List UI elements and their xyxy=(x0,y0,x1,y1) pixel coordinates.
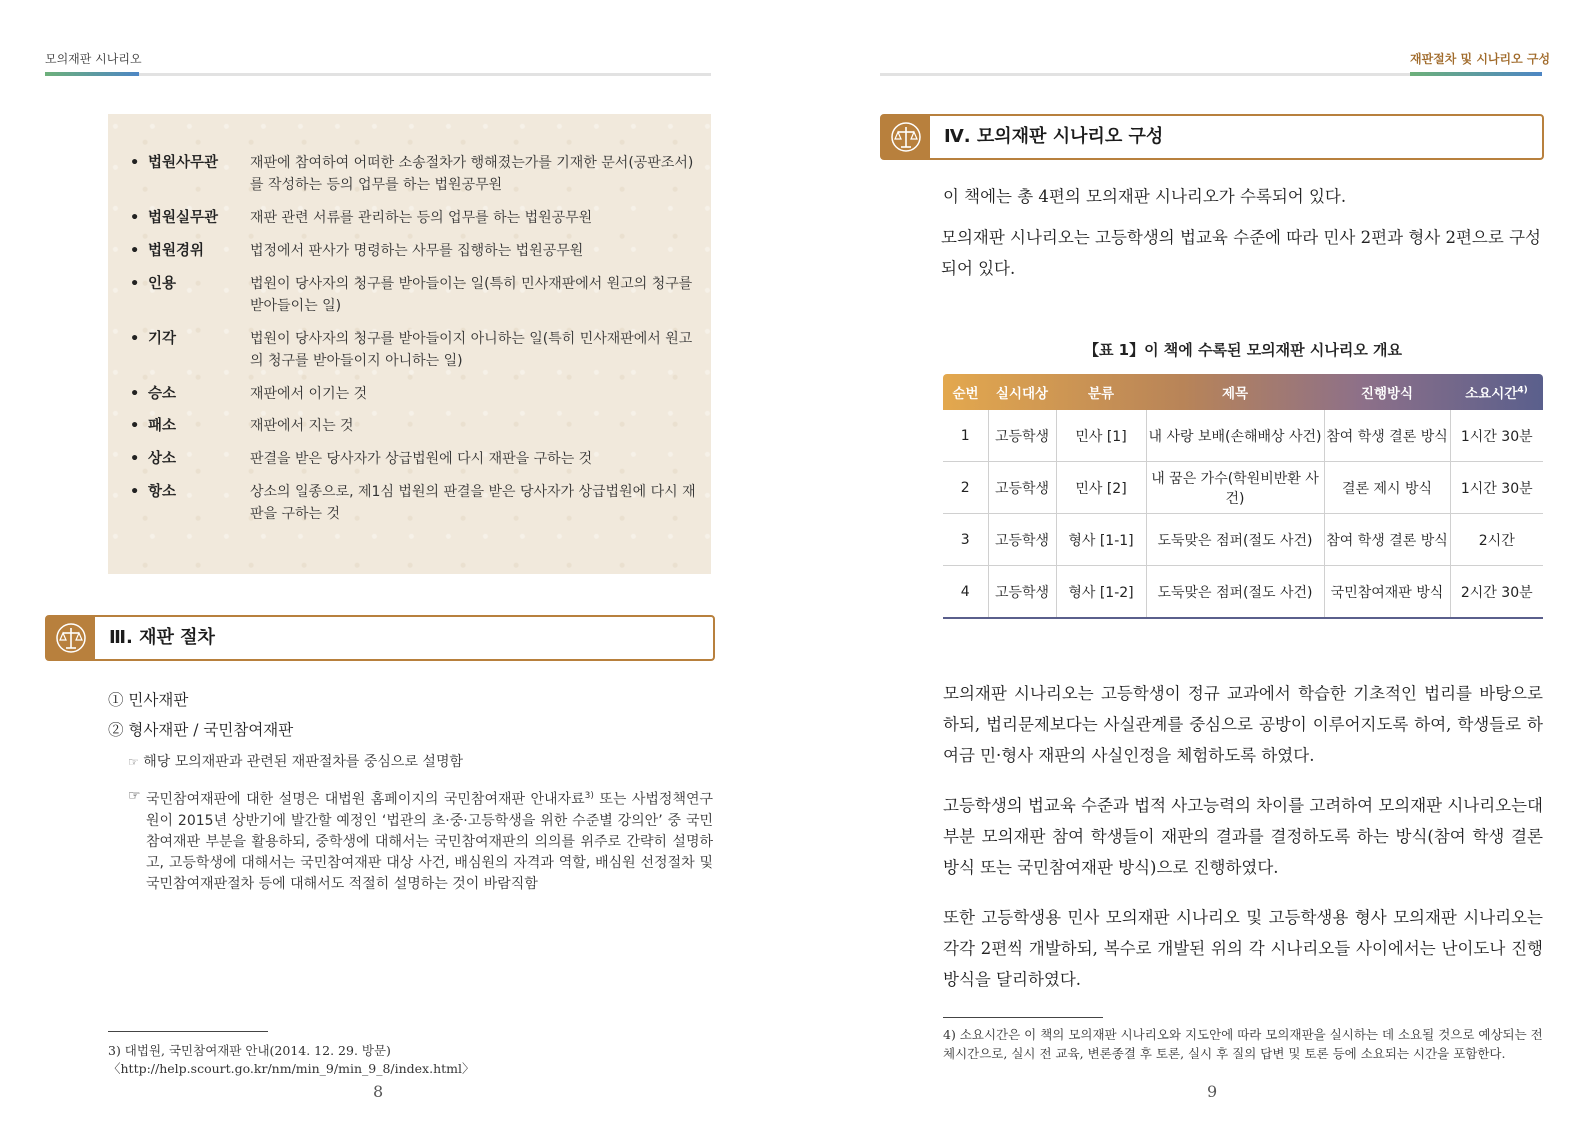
glossary-term: 기각 xyxy=(148,331,177,347)
table-header: 소요시간$^{4)}$ xyxy=(1465,385,1528,402)
table-cell: 민사 [2] xyxy=(1056,462,1146,514)
paragraph: 모의재판 시나리오는 고등학생이 정규 교과에서 학습한 기초적인 법리를 바탕으로 하되, 법리문제보다는 사실관계를 중심으로 공방이 이루어지도록 하여, 학생들로 하여금 민·형사 재판의 사실인정을 체험하도록 하였다. xyxy=(943,684,1543,765)
page-number: 9 xyxy=(1207,1082,1218,1101)
table-header: 제목 xyxy=(1221,386,1249,402)
glossary-definition: 법원이 당사자의 청구를 받아들이지 아니하는 일(특히 민사재판에서 원고의 청구를 받아들이지 아니하는 일) xyxy=(250,331,693,369)
table-cell: 참여 학생 결론 방식 xyxy=(1324,514,1450,566)
paragraph: 고등학생의 법교육 수준과 법적 사고능력의 차이를 고려하여 모의재판 시나리오는대부분 모의재판 참여 학생들이 재판의 결과를 결정하도록 하는 방식(참여 학생 결론 방식 또는 국민참여재판 방식)으로 진행하였다. xyxy=(943,796,1543,877)
table-row xyxy=(943,514,1543,566)
table-header: 진행방식 xyxy=(1360,386,1414,402)
list-item: ① 민사재판 xyxy=(108,691,189,709)
table-header: 순번 xyxy=(952,386,979,402)
footnote-ref[interactable]: 4) xyxy=(1517,385,1528,396)
left-header-accent xyxy=(45,72,139,76)
glossary-term: 항소 xyxy=(148,484,177,500)
table-row xyxy=(943,566,1543,619)
table-cell: 도둑맞은 점퍼(절도 사건) xyxy=(1146,566,1324,619)
left-header-rule xyxy=(45,73,711,76)
glossary-term: 인용 xyxy=(148,276,177,292)
glossary-definition: 재판에서 이기는 것 xyxy=(250,386,368,402)
footnote-rule xyxy=(943,1017,1103,1018)
court-emblem-icon xyxy=(882,116,930,158)
section-header-iii xyxy=(45,615,715,661)
glossary-box: • 법원사무관 재판에 참여하여 어떠한 소송절차가 행해졌는가를 기재한 문서(공판조서)를 작성하는 등의 업무를 하는 법원공무원 • 법원실무관 재판 관련 서류를 관리하는 등의 업무를 하는 법원공무원 • 법원경위 법정에서 판사가 명령하는 사무를 집행하는 법원공무원 • 인용 법원이 당사자의 청구를 받아들이는 일(특히 민사재판에서 원고의 청구를 받아들이는 일) • 기각 법원이 당사자의 청구를 받아들이지 아니하는 일(특히 민사재판에서 원고의 청구를 받아들이지 아니하는 일) • 승소 재판에서 이기는 것 • 패소 재판에서 지는 것 • 상소 판결을 받은 당사자가 상급법원에 다시 재판을 구하는 것 • 항소 상소의 일종으로, 제1심 법원의 판결을 받은 당사자가 상급법원에 다시 재판을 구하는 것 xyxy=(108,114,711,574)
paragraph: 또한 고등학생용 민사 모의재판 시나리오 및 고등학생용 형사 모의재판 시나리오는 각각 2편씩 개발하되, 복수로 개발된 위의 각 시나리오들 사이에서는 난이도나 진행방식을 달리하였다. xyxy=(943,908,1543,989)
table-cell: 1 xyxy=(943,410,988,462)
table-cell: 고등학생 xyxy=(988,410,1056,462)
glossary-definition: 법정에서 판사가 명령하는 사무를 집행하는 법원공무원 xyxy=(250,243,584,259)
right-header-accent xyxy=(1410,72,1542,76)
table-cell: 내 꿈은 가수(학원비반환 사건) xyxy=(1146,462,1324,514)
glossary-term: 법원실무관 xyxy=(148,210,219,226)
table-cell: 내 사랑 보배(손해배상 사건) xyxy=(1146,410,1324,462)
table-cell: 1시간 30분 xyxy=(1450,462,1543,514)
table-row xyxy=(943,462,1543,514)
table-cell: 4 xyxy=(943,566,988,619)
table-header: 실시대상 xyxy=(995,386,1049,402)
table-cell: 고등학생 xyxy=(988,514,1056,566)
table-cell: 고등학생 xyxy=(988,566,1056,619)
glossary-term: 법원사무관 xyxy=(148,155,219,171)
table-cell: 국민참여재판 방식 xyxy=(1324,566,1450,619)
table-cell: 결론 제시 방식 xyxy=(1324,462,1450,514)
note-item xyxy=(128,752,713,773)
table-cell: 형사 [1-1] xyxy=(1056,514,1146,566)
glossary-definition: 재판 관련 서류를 관리하는 등의 업무를 하는 법원공무원 xyxy=(250,210,593,226)
note-text: 국민참여재판에 대한 설명은 대법원 홈페이지의 국민참여재판 안내자료 xyxy=(146,791,585,808)
glossary-definition: 상소의 일종으로, 제1심 법원의 판결을 받은 당사자가 상급법원에 다시 재판을 구하는 것 xyxy=(250,484,696,522)
table-cell: 민사 [1] xyxy=(1056,410,1146,462)
glossary-term: 상소 xyxy=(148,451,177,467)
paragraph-text: 모의재판 시나리오는 고등학생의 법교육 수준에 따라 민사 2편과 형사 2편으로 구성되어 있다. xyxy=(941,228,1541,278)
footnote-rule xyxy=(108,1031,268,1032)
table-cell: 2시간 30분 xyxy=(1450,566,1543,619)
glossary-definition: 법원이 당사자의 청구를 받아들이는 일(특히 민사재판에서 원고의 청구를 받아들이는 일) xyxy=(250,276,693,314)
table-header: 분류 xyxy=(1087,386,1115,402)
glossary-definition: 판결을 받은 당사자가 상급법원에 다시 재판을 구하는 것 xyxy=(250,451,593,467)
note-text-long xyxy=(146,786,713,895)
table-cell: 1시간 30분 xyxy=(1450,410,1543,462)
table-cell: 참여 학생 결론 방식 xyxy=(1324,410,1450,462)
glossary-term: 승소 xyxy=(148,386,177,402)
footnote: 4) 소요시간은 이 책의 모의재판 시나리오와 지도안에 따라 모의재판을 실시하는 데 소요될 것으로 예상되는 전체시간으로, 실시 전 교육, 변론종결 후 토론, 실시 후 질의 답변 및 토론 등에 소요되는 시간을 포함한다. xyxy=(943,1027,1543,1061)
table-cell: 2 xyxy=(943,462,988,514)
table-cell: 2시간 xyxy=(1450,514,1543,566)
left-running-head: 모의재판 시나리오 xyxy=(45,52,142,66)
footnote: 3) 대법원, 국민참여재판 안내(2014. 12. 29. 방문) 〈http://help.scourt.go.kr/nm/min_9/min_9_8/index.html〉 xyxy=(108,1043,475,1076)
table-cell: 3 xyxy=(943,514,988,566)
note-text: 해당 모의재판과 관련된 재판절차를 중심으로 설명함 xyxy=(143,754,463,770)
glossary-definition: 재판에 참여하여 어떠한 소송절차가 행해졌는가를 기재한 문서(공판조서)를 작성하는 등의 업무를 하는 법원공무원 xyxy=(250,155,694,193)
scenario-table xyxy=(943,374,1543,619)
paragraph xyxy=(943,222,1543,284)
table-caption: 【표 1】이 책에 수록된 모의재판 시나리오 개요 xyxy=(1083,341,1403,359)
pointing-hand-icon: ☞ xyxy=(128,755,139,769)
section-title: Ⅲ. 재판 절차 xyxy=(109,627,215,648)
footnote-ref[interactable]: 3) xyxy=(584,791,594,801)
right-running-head: 재판절차 및 시나리오 구성 xyxy=(1410,52,1551,66)
pointing-hand-icon: ☞ xyxy=(128,788,141,804)
section-title: Ⅳ. 모의재판 시나리오 구성 xyxy=(944,126,1164,147)
section-header-iv xyxy=(880,114,1544,160)
table-cell: 형사 [1-2] xyxy=(1056,566,1146,619)
glossary-definition: 재판에서 지는 것 xyxy=(250,418,354,434)
paragraph: 이 책에는 총 4편의 모의재판 시나리오가 수록되어 있다. xyxy=(943,187,1347,206)
table-row xyxy=(943,410,1543,462)
table-cell: 도둑맞은 점퍼(절도 사건) xyxy=(1146,514,1324,566)
list-item: ② 형사재판 / 국민참여재판 xyxy=(108,721,294,739)
court-emblem-icon xyxy=(47,617,95,659)
table-cell: 고등학생 xyxy=(988,462,1056,514)
note-text: 또는 사법정책연구원이 2015년 상반기에 발간할 예정인 ‘법관의 초·중·고등학생을 위한 수준별 강의안’ 중 국민참여재판 부분을 활용하되, 중학생에 대해서는 국민참여재판의 의의를 위주로 간략히 설명하고, 고등학생에 대해서는 국민참여재판 대상 사건, 배심원의 자격과 역할, 배심원 선정절차 및 국민참여재판절차 등에 대해서도 적절히 설명하는 것이 바람직함 xyxy=(146,791,714,892)
glossary-term: 패소 xyxy=(148,418,177,434)
glossary-term: 법원경위 xyxy=(148,243,205,259)
page-number: 8 xyxy=(373,1082,384,1101)
